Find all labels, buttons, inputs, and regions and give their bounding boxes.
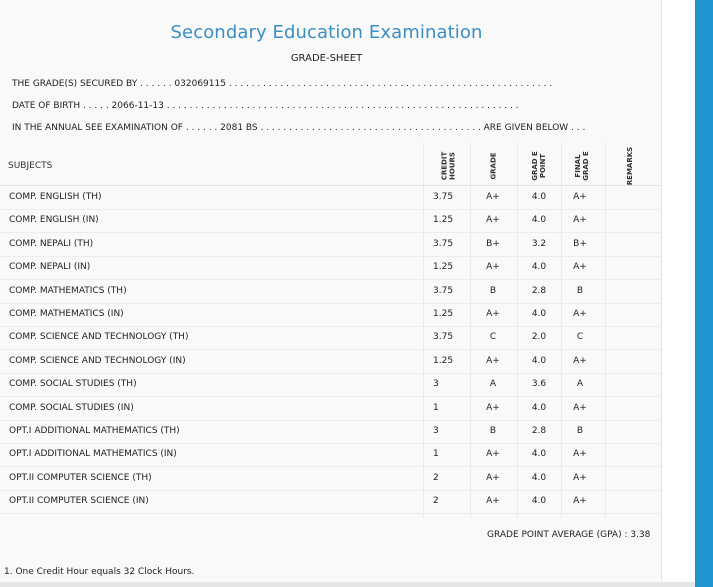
credit-hours-cell: 3.75 — [433, 192, 454, 202]
grade-cell: A — [489, 379, 497, 390]
grade-point-cell: 2.8 — [531, 285, 547, 296]
final-grade-cell: A+ — [573, 496, 587, 507]
subject-cell: COMP. NEPALI (TH) — [9, 238, 94, 249]
table-row — [0, 467, 661, 491]
subject-cell: COMP. SCIENCE AND TECHNOLOGY (TH) — [9, 332, 189, 343]
bottom-divider — [0, 582, 695, 587]
table-row — [0, 303, 661, 327]
table-row — [0, 186, 661, 210]
subject-cell: COMP. SOCIAL STUDIES (IN) — [9, 402, 134, 413]
gpa-summary: GRADE POINT AVERAGE (GPA) : 3.38 — [487, 530, 651, 540]
grade-point-cell: 3.6 — [531, 379, 547, 390]
credit-hours-cell: 1.25 — [433, 262, 454, 273]
table-row — [0, 490, 661, 514]
subject-cell: COMP. SOCIAL STUDIES (TH) — [9, 379, 137, 390]
final-grade-cell: A+ — [573, 215, 587, 226]
credit-hours-cell: 1.25 — [433, 309, 454, 319]
grade-point-cell: 4.0 — [531, 449, 547, 460]
credit-hours-cell: 3.75 — [433, 285, 454, 296]
credit-hours-cell: 3 — [433, 379, 439, 390]
subject-cell: OPT.II COMPUTER SCIENCE (TH) — [9, 472, 152, 483]
subject-cell: COMP. MATHEMATICS (TH) — [9, 285, 127, 296]
credit-hours-cell: 1.25 — [433, 355, 454, 366]
credit-hours-cell: 3 — [433, 426, 439, 436]
grade-cell: A+ — [486, 449, 500, 460]
final-grade-cell: A+ — [573, 309, 587, 319]
final-grade-cell: A — [576, 379, 584, 390]
header-credit-hours: CREDIT HOURS — [440, 151, 456, 181]
table-row — [0, 373, 661, 397]
grade-point-cell: 3.2 — [531, 238, 547, 249]
table-row — [0, 233, 661, 257]
grade-cell: B+ — [486, 238, 500, 249]
info-symbol-line: THE GRADE(S) SECURED BY . . . . . . 032069115 . . . . . . . . . . . . . . . . . . . . . . . . . . . . . . . . . . . . . . . . . . . . . . . . . . . . . . . . . — [12, 79, 553, 89]
subject-cell: COMP. NEPALI (IN) — [9, 262, 91, 273]
subject-cell: COMP. SCIENCE AND TECHNOLOGY (IN) — [9, 355, 186, 366]
subject-cell: OPT.I ADDITIONAL MATHEMATICS (IN) — [9, 449, 177, 460]
grade-point-cell: 2.8 — [531, 426, 547, 436]
info-exam-line: IN THE ANNUAL SEE EXAMINATION OF . . . . . . 2081 BS . . . . . . . . . . . . . . . . . . . . . . . . . . . . . . . . . . . . . . . ARE GIVEN BELOW . . . — [12, 123, 586, 133]
side-accent-bar — [695, 0, 713, 587]
header-grade: GRADE — [490, 152, 498, 180]
grade-point-cell: 4.0 — [531, 355, 547, 366]
footnote: 1. One Credit Hour equals 32 Clock Hours. — [4, 567, 195, 577]
header-final-grade: FINAL GRAD E — [574, 151, 590, 181]
table-row — [0, 256, 661, 280]
final-grade-cell: A+ — [573, 355, 587, 366]
subject-cell: COMP. MATHEMATICS (IN) — [9, 309, 124, 319]
header-remarks: REMARKS — [626, 146, 635, 186]
grade-point-cell: 4.0 — [531, 262, 547, 273]
grade-point-cell: 4.0 — [531, 309, 547, 319]
subject-cell: COMP. ENGLISH (TH) — [9, 192, 102, 202]
final-grade-cell: B — [576, 426, 584, 436]
page-title: Secondary Education Examination — [170, 22, 483, 43]
credit-hours-cell: 3.75 — [433, 238, 454, 249]
credit-hours-cell: 1 — [433, 402, 439, 413]
subject-cell: OPT.I ADDITIONAL MATHEMATICS (TH) — [9, 426, 180, 436]
final-grade-cell: A+ — [573, 192, 587, 202]
grade-cell: A+ — [486, 496, 500, 507]
final-grade-cell: A+ — [573, 402, 587, 413]
grade-point-cell: 4.0 — [531, 472, 547, 483]
final-grade-cell: B+ — [573, 238, 587, 249]
subject-cell: OPT.II COMPUTER SCIENCE (IN) — [9, 496, 149, 507]
credit-hours-cell: 3.75 — [433, 332, 454, 343]
grade-cell: B — [489, 285, 497, 296]
table-row — [0, 326, 661, 350]
grade-point-cell: 4.0 — [531, 192, 547, 202]
grade-cell: A+ — [486, 355, 500, 366]
final-grade-cell: A+ — [573, 449, 587, 460]
table-row — [0, 280, 661, 304]
table-row — [0, 350, 661, 374]
grade-point-cell: 4.0 — [531, 402, 547, 413]
grade-cell: A+ — [486, 402, 500, 413]
grade-point-cell: 4.0 — [531, 496, 547, 507]
grade-cell: A+ — [486, 215, 500, 226]
info-dob-line: DATE OF BIRTH . . . . . 2066-11-13 . . . . . . . . . . . . . . . . . . . . . . . . . . . . . . . . . . . . . . . . . . . . . . . . . . . . . . . . . . . . . . — [12, 101, 519, 111]
grade-cell: A+ — [486, 262, 500, 273]
subject-cell: COMP. ENGLISH (IN) — [9, 215, 99, 226]
grade-point-cell: 4.0 — [531, 215, 547, 226]
table-row — [0, 397, 661, 421]
credit-hours-cell: 1.25 — [433, 215, 454, 226]
grade-cell: A+ — [486, 192, 500, 202]
page-subtitle: GRADE-SHEET — [290, 53, 363, 64]
grade-cell: A+ — [486, 309, 500, 319]
table-row — [0, 420, 661, 444]
final-grade-cell: A+ — [573, 262, 587, 273]
grade-point-cell: 2.0 — [531, 332, 547, 343]
table-row — [0, 209, 661, 233]
credit-hours-cell: 1 — [433, 449, 439, 460]
grade-cell: C — [489, 332, 497, 343]
grade-cell: B — [489, 426, 497, 436]
credit-hours-cell: 2 — [433, 496, 439, 507]
table-row — [0, 443, 661, 467]
header-subjects: SUBJECTS — [8, 161, 53, 171]
final-grade-cell: A+ — [573, 472, 587, 483]
grade-cell: A+ — [486, 472, 500, 483]
header-grade-point: GRAD E POINT — [531, 151, 547, 181]
final-grade-cell: C — [576, 332, 584, 343]
credit-hours-cell: 2 — [433, 472, 439, 483]
final-grade-cell: B — [576, 285, 584, 296]
